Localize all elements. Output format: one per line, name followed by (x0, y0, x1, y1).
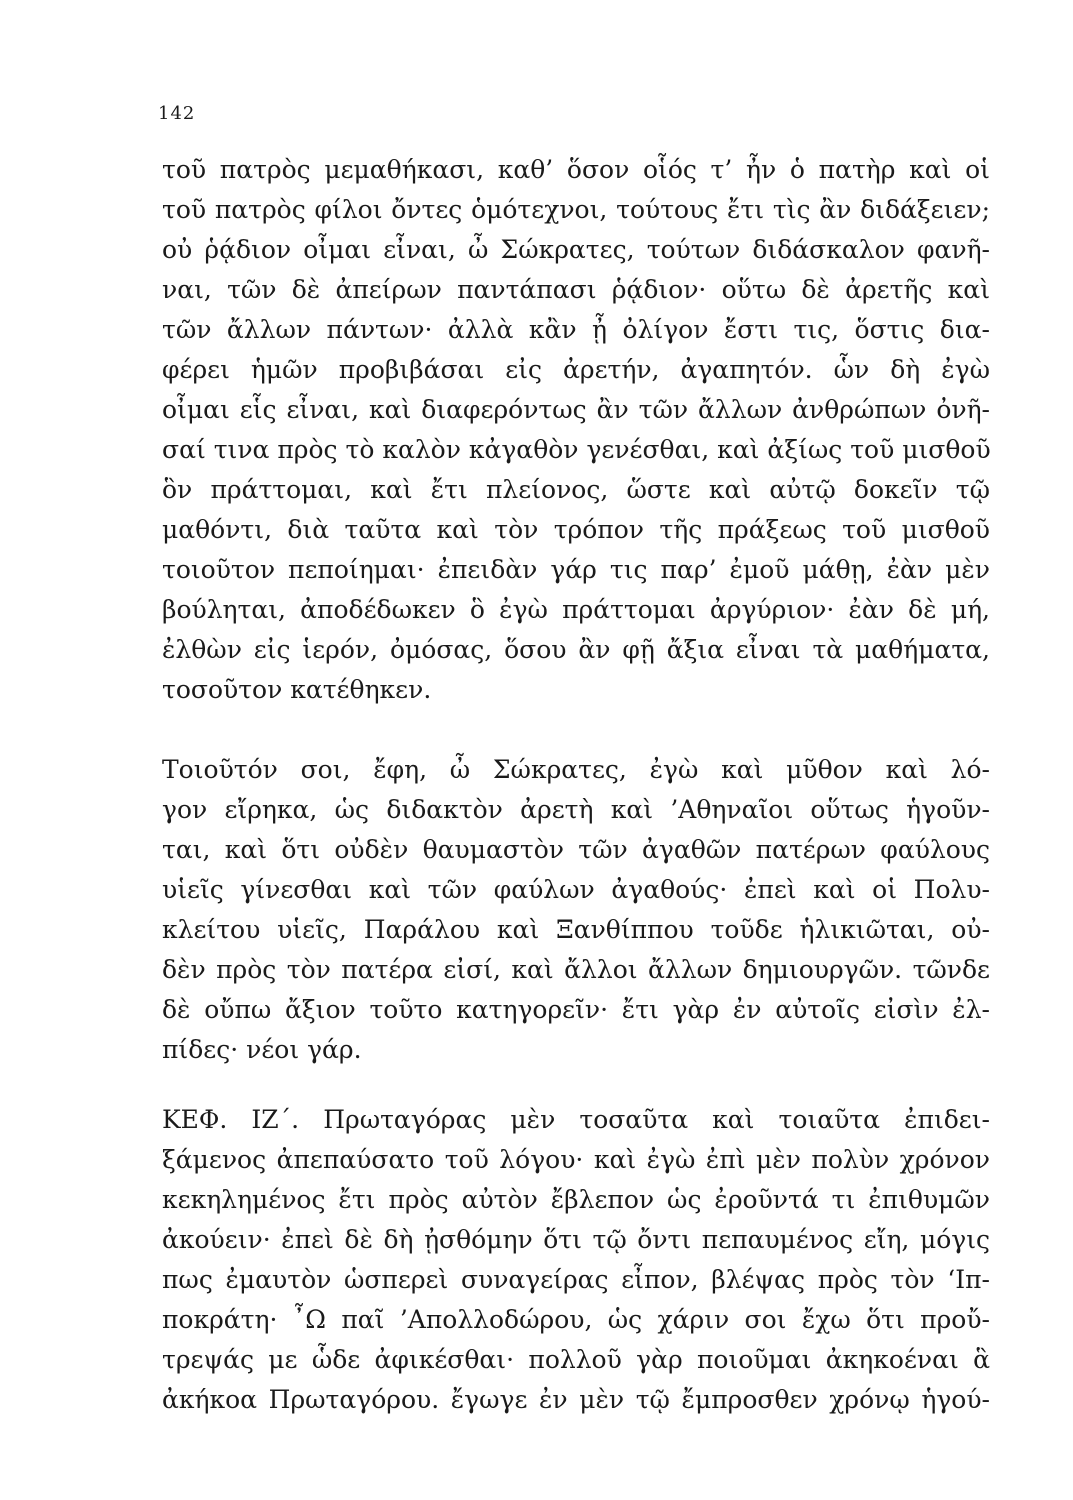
text-line: οὐ ῥᾴδιον οἶμαι εἶναι, ὦ Σώκρατες, τούτων διδάσκαλον φανῆ- (162, 235, 990, 264)
text-line: τρεψάς με ὧδε ἀφικέσθαι· πολλοῦ γὰρ ποιοῦμαι ἀκηκοέναι ἃ (162, 1345, 990, 1374)
text-line: τοῦ πατρὸς φίλοι ὄντες ὁμότεχνοι, τούτους ἔτι τὶς ἂν διδάξειεν; (162, 195, 990, 224)
text-line: πως ἐμαυτὸν ὡσπερεὶ συναγείρας εἶπον, βλέψας πρὸς τὸν ‘Ιπ- (162, 1265, 990, 1294)
text-line: τῶν ἄλλων πάντων· ἀλλὰ κἂν ᾖ ὀλίγον ἔστι τις, ὅστις δια- (162, 315, 990, 344)
text-line: φέρει ἡμῶν προβιβάσαι εἰς ἀρετήν, ἀγαπητόν. ὧν δὴ ἐγὼ (162, 355, 990, 384)
text-line: ται, καὶ ὅτι οὐδὲν θαυμαστὸν τῶν ἀγαθῶν πατέρων φαύλους (162, 835, 990, 864)
text-line: ἀκούειν· ἐπεὶ δὲ δὴ ᾐσθόμην ὅτι τῷ ὄντι πεπαυμένος εἴη, μόγις (162, 1225, 990, 1254)
text-line: πίδες· νέοι γάρ. (162, 1035, 362, 1064)
page-number: 142 (158, 103, 196, 124)
text-line: Τοιοῦτόν σοι, ἔφη, ὦ Σώκρατες, ἐγὼ καὶ μῦθον καὶ λό- (162, 755, 990, 784)
text-line: ἐλθὼν εἰς ἱερόν, ὀμόσας, ὅσου ἂν φῇ ἄξια εἶναι τὰ μαθήματα, (162, 635, 990, 664)
text-line: ναι, τῶν δὲ ἀπείρων παντάπασι ῥᾴδιον· οὕτω δὲ ἀρετῆς καὶ (162, 275, 990, 304)
text-line: υἱεῖς γίνεσθαι καὶ τῶν φαύλων ἀγαθούς· ἐπεὶ καὶ οἱ Πολυ- (162, 875, 990, 904)
text-line: τοιοῦτον πεποίημαι· ἐπειδὰν γάρ τις παρ’ ἐμοῦ μάθῃ, ἐὰν μὲν (162, 555, 990, 584)
text-line: τοσοῦτον κατέθηκεν. (162, 675, 432, 704)
text-line: γον εἴρηκα, ὡς διδακτὸν ἀρετὴ καὶ ’Αθηναῖοι οὕτως ἡγοῦν- (162, 795, 990, 824)
text-line: κλείτου υἱεῖς, Παράλου καὶ Ξανθίππου τοῦδε ἡλικιῶται, οὐ- (162, 915, 990, 944)
text-line: ποκράτη· ῏Ω παῖ ’Απολλοδώρου, ὡς χάριν σοι ἔχω ὅτι προὔ- (162, 1305, 990, 1334)
text-line: ξάμενος ἀπεπαύσατο τοῦ λόγου· καὶ ἐγὼ ἐπὶ μὲν πολὺν χρόνον (162, 1145, 990, 1174)
text-line: δὲ οὔπω ἄξιον τοῦτο κατηγορεῖν· ἔτι γὰρ ἐν αὐτοῖς εἰσὶν ἐλ- (162, 995, 990, 1024)
text-line: τοῦ πατρὸς μεμαθήκασι, καθ’ ὅσον οἷός τ’ ἦν ὁ πατὴρ καὶ οἱ (162, 155, 990, 184)
text-line: βούληται, ἀποδέδωκεν ὃ ἐγὼ πράττομαι ἀργύριον· ἐὰν δὲ μή, (162, 595, 990, 624)
text-line: κεκηλημένος ἔτι πρὸς αὐτὸν ἔβλεπον ὡς ἐροῦντά τι ἐπιθυμῶν (162, 1185, 990, 1214)
text-line: σαί τινα πρὸς τὸ καλὸν κἀγαθὸν γενέσθαι, καὶ ἀξίως τοῦ μισθοῦ (162, 435, 991, 464)
text-line: ὃν πράττομαι, καὶ ἔτι πλείονος, ὥστε καὶ αὐτῷ δοκεῖν τῷ (162, 475, 990, 504)
text-line: δὲν πρὸς τὸν πατέρα εἰσί, καὶ ἄλλοι ἄλλων δημιουργῶν. τῶνδε (162, 955, 990, 984)
chapter-heading-line: ΚΕΦ. ΙΖ΄. Πρωταγόρας μὲν τοσαῦτα καὶ τοιαῦτα ἐπιδει- (162, 1105, 990, 1134)
text-line: ἀκήκοα Πρωταγόρου. ἔγωγε ἐν μὲν τῷ ἔμπροσθεν χρόνῳ ἡγού- (162, 1385, 990, 1414)
text-line: οἶμαι εἷς εἶναι, καὶ διαφερόντως ἂν τῶν ἄλλων ἀνθρώπων ὀνῆ- (162, 395, 990, 424)
text-line: μαθόντι, διὰ ταῦτα καὶ τὸν τρόπον τῆς πράξεως τοῦ μισθοῦ (162, 515, 990, 544)
